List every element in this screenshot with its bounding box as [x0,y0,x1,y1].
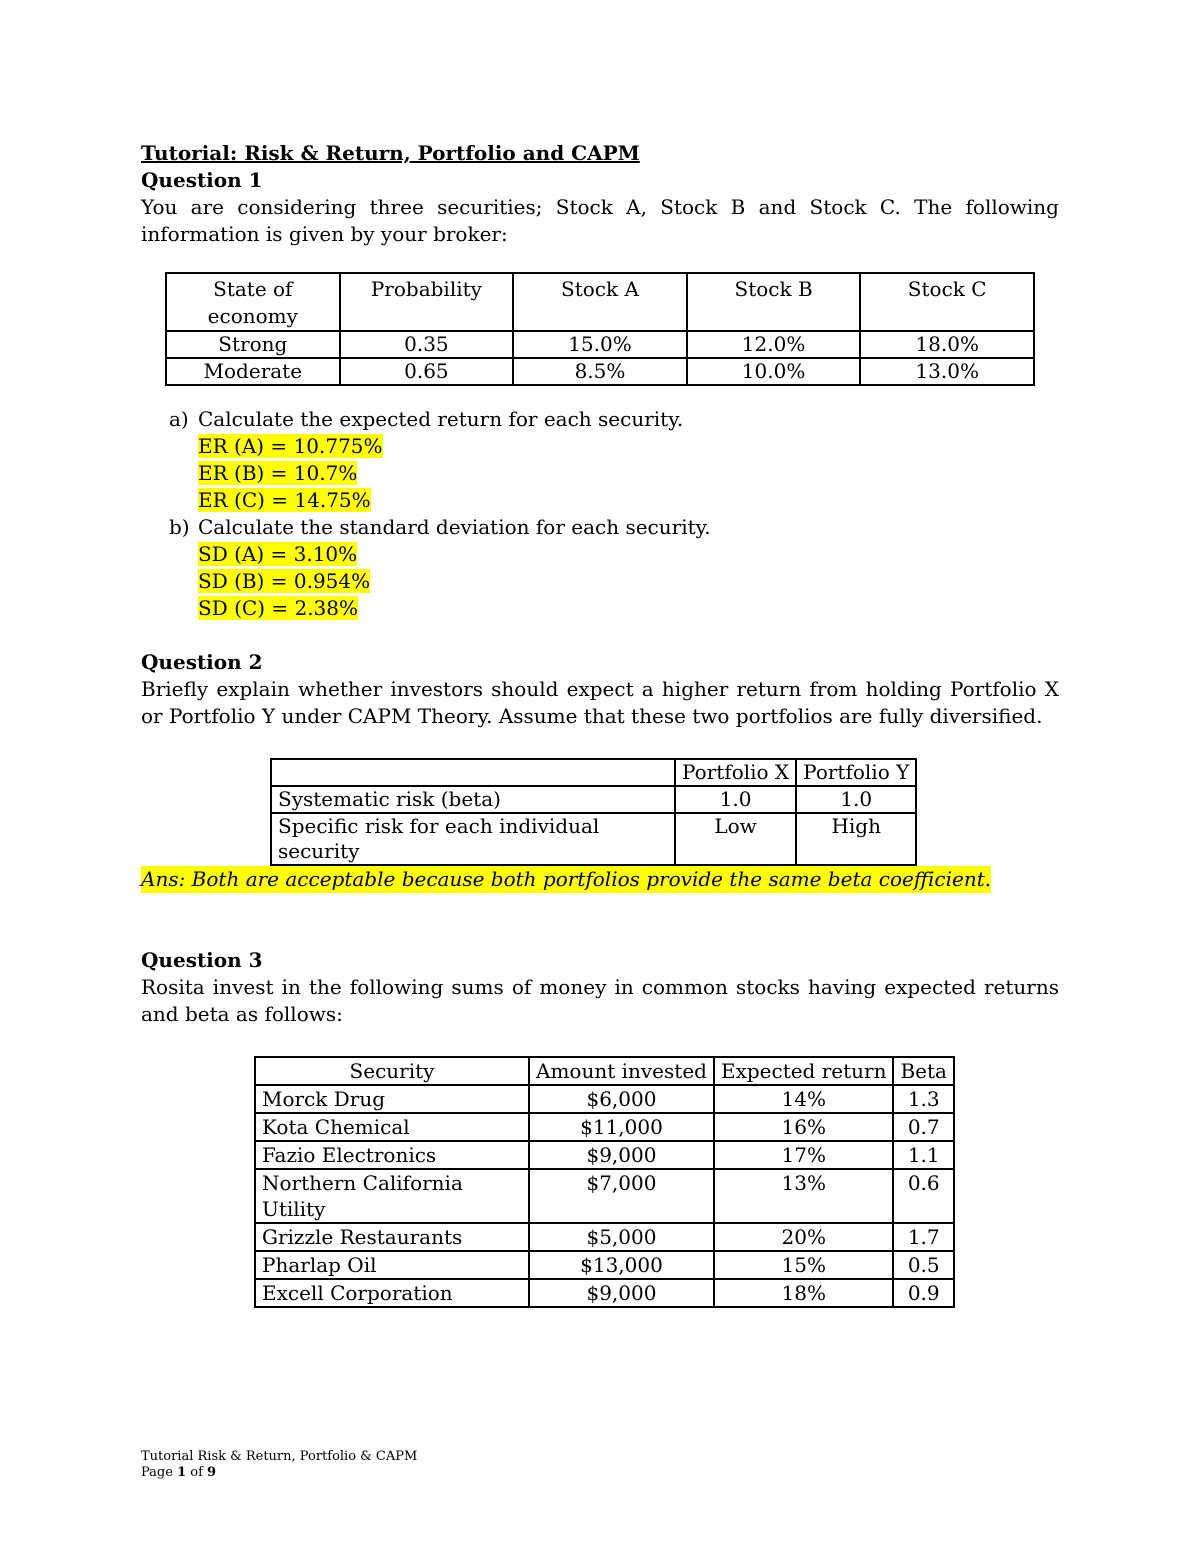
table-cell: 12.0% [687,331,861,358]
table-cell: 0.9 [893,1279,954,1307]
table-cell: 8.5% [513,358,687,385]
table-cell: $9,000 [529,1141,714,1169]
table-cell: 1.1 [893,1141,954,1169]
table-cell: Northern California Utility [255,1169,529,1223]
table-cell: Morck Drug [255,1085,529,1113]
table-cell: 1.0 [675,786,796,813]
table-cell: $6,000 [529,1085,714,1113]
table-cell: $11,000 [529,1113,714,1141]
question-3-heading: Question 3 [141,948,263,972]
part-a-label: a) [169,407,189,431]
economy-returns-table [165,272,1035,386]
footer-title: Tutorial Risk & Return, Portfolio & CAPM [141,1449,418,1464]
table-header: Portfolio X [675,759,796,786]
table-header: Probability [340,273,514,331]
answer-er-a: ER (A) = 10.775% [198,434,383,458]
page-of: of [190,1465,203,1480]
question-3-text: Rosita invest in the following sums of money in common stocks having expected returns and beta as follows: [141,975,1059,1026]
page-footer [141,1449,417,1481]
table-header-row [166,273,1034,331]
part-a-text: Calculate the expected return for each security. [198,407,684,431]
answer-sd-c: SD (C) = 2.38% [198,596,359,620]
table-cell: $5,000 [529,1223,714,1251]
page-label: Page [141,1465,173,1480]
table-header: State of economy [166,273,340,331]
answer-sd-a: SD (A) = 3.10% [198,542,358,566]
table-header: Stock B [687,273,861,331]
table-row [255,1279,954,1307]
table-cell: Systematic risk (beta) [271,786,675,813]
answer-sd-b: SD (B) = 0.954% [198,569,371,593]
table-header: Beta [893,1057,954,1085]
table-row [271,786,916,813]
table-cell: 20% [714,1223,894,1251]
table-header: Amount invested [529,1057,714,1085]
table-cell: 15.0% [513,331,687,358]
table-cell: 1.3 [893,1085,954,1113]
table-cell: 16% [714,1113,894,1141]
table-cell: 17% [714,1141,894,1169]
table-row [255,1141,954,1169]
table-cell: 0.5 [893,1251,954,1279]
table-cell: Strong [166,331,340,358]
table-row [166,358,1034,385]
table-cell: $9,000 [529,1279,714,1307]
table-row [271,813,916,865]
table-cell: 18% [714,1279,894,1307]
table-cell: Fazio Electronics [255,1141,529,1169]
table-row [255,1251,954,1279]
page-number [141,1465,417,1481]
table-header-row [255,1057,954,1085]
table-cell: 0.6 [893,1169,954,1223]
table-cell: 15% [714,1251,894,1279]
page-current: 1 [177,1465,187,1480]
question-1-text: You are considering three securities; Stock A, Stock B and Stock C. The following information is given by your broker: [141,195,1059,246]
table-header-row [271,759,916,786]
part-b-label: b) [169,515,190,539]
table-header: Stock A [513,273,687,331]
table-cell: 13% [714,1169,894,1223]
answer-er-c: ER (C) = 14.75% [198,488,371,512]
table-cell: Excell Corporation [255,1279,529,1307]
table-cell: 1.0 [796,786,916,813]
table-cell: $13,000 [529,1251,714,1279]
table-header [271,759,675,786]
table-cell: Grizzle Restaurants [255,1223,529,1251]
table-cell: 14% [714,1085,894,1113]
question-2-answer: Ans: Both are acceptable because both portfolios provide the same beta coefficient. [141,867,992,891]
table-cell: Moderate [166,358,340,385]
table-cell: 0.35 [340,331,514,358]
table-header: Expected return [714,1057,894,1085]
table-cell: 1.7 [893,1223,954,1251]
table-row [166,331,1034,358]
table-row [255,1113,954,1141]
table-row [255,1223,954,1251]
table-cell: Low [675,813,796,865]
page-title: Tutorial: Risk & Return, Portfolio and CAPM [141,141,640,165]
securities-table [254,1056,955,1308]
part-b [141,514,1059,622]
table-header: Portfolio Y [796,759,916,786]
table-cell: 13.0% [860,358,1034,385]
table-header: Stock C [860,273,1034,331]
answer-er-b: ER (B) = 10.7% [198,461,358,485]
page-total: 9 [207,1465,217,1480]
table-cell: Pharlap Oil [255,1251,529,1279]
table-cell: High [796,813,916,865]
table-row [255,1085,954,1113]
table-cell: 18.0% [860,331,1034,358]
table-cell: 0.65 [340,358,514,385]
table-cell: $7,000 [529,1169,714,1223]
table-header: Security [255,1057,529,1085]
table-cell: Kota Chemical [255,1113,529,1141]
question-2-heading: Question 2 [141,650,263,674]
document-body [141,140,1059,1308]
question-1-heading: Question 1 [141,168,263,192]
table-cell: Specific risk for each individual security [271,813,675,865]
question-2-text: Briefly explain whether investors should expect a higher return from holding Portfolio X or Portfolio Y under CAPM Theory. Assume that these two portfolios are fully diversified. [141,677,1059,728]
table-cell: 10.0% [687,358,861,385]
table-row [255,1169,954,1223]
question-1-parts [141,406,1059,622]
table-cell: 0.7 [893,1113,954,1141]
part-b-text: Calculate the standard deviation for each security. [198,515,711,539]
portfolio-table [270,758,917,866]
part-a [141,406,1059,514]
